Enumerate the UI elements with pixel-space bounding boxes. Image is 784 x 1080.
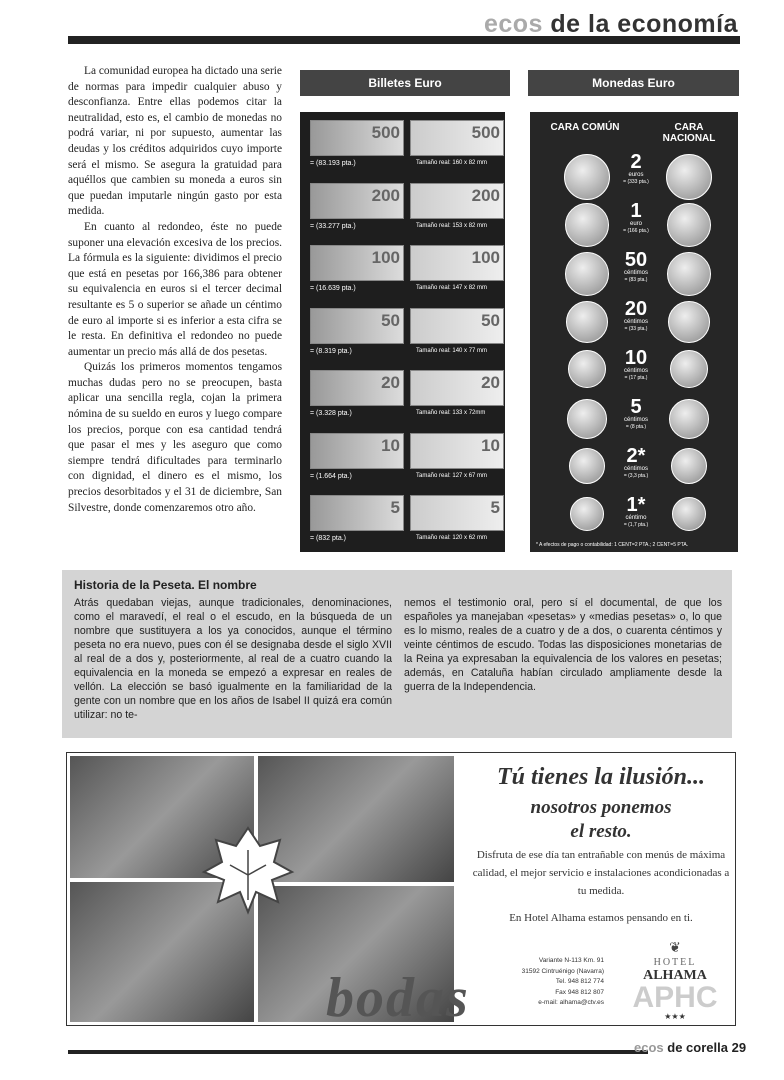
coin-unit: céntimos [623,368,648,374]
banknote-back [410,370,504,406]
coin-row [530,395,738,447]
historia-title: Historia de la Peseta. El nombre [74,578,257,592]
banknote-size: Tamaño real: 120 x 62 mm [416,535,488,541]
banknote-back [410,245,504,281]
coin-national-face [671,448,707,484]
coin-value [616,446,656,479]
coin-national-face [667,252,711,296]
historia-col-2: nemos el testimonio oral, pero sí el documental, de que los españoles ya manejaban «pesetas» y «medias pesetas» o, lo que es lo mismo, reales de a cuatro y de a dos, o cuarenta céntimos y veinte céntimos de escudo. Todas las disposiciones monetarias de la Reina ya expresaban la equivalencia de los valores en pesetas; además, en Cataluña habían circulado ampliamente desde la guerra de la Independencia. [404,597,722,693]
footer-rule [68,1050,648,1054]
coin-national-face [666,154,712,200]
banknote-value: 5 [390,498,400,517]
ad-body: Disfruta de ese día tan entrañable con menús de máxima calidad, el mejor servicio e instalaciones acondicionadas a tu medida. [472,849,730,897]
banknote-value: 50 [381,310,400,330]
coin-equivalence: = (1,7 pta.) [623,522,649,528]
coin-row [530,199,738,251]
banknote-row [306,429,502,489]
coin-national-face [667,203,711,247]
banknote-back [410,308,504,344]
section-header [484,10,738,39]
banknote-front [310,245,404,281]
banknote-value: 20 [481,373,500,392]
coin-number: 50 [624,249,648,271]
coin-value [616,152,656,185]
paragraph: Quizás los primeros momentos tengamos muchas dudas pero no se preocupen, basta aplicar una sencilla regla, cojan la primera nómina de su sueldo en euros y luego compare los precios, porque con esa cantidad tendrá que pasar el mes y les aseguro que como siempre tendrá dificultades para terminarlo con dignidad, el dinero es el mismo, los precios desorbitados y el 31 de diciembre, San Silvestre, donde comenzaremos otro año. [68,361,282,514]
banknote-row [306,366,502,426]
coin-row [530,493,738,545]
coin-number: 20 [624,298,648,320]
coin-unit: céntimo [625,515,647,521]
coin-equivalence: = (8 pta.) [625,424,647,430]
footer-light: ecos [634,1040,664,1055]
address-line: Tel. 948 812 774 [555,978,604,985]
coin-common-face [566,301,608,343]
banknote-equivalence: = (8.319 pta.) [310,347,352,355]
coin-national-face [672,497,706,531]
logo-emblem-icon: ❦ [669,941,681,956]
coin-equivalence: = (333 pta.) [623,179,649,185]
billetes-title: Billetes Euro [300,70,510,96]
coin-number: 10 [624,347,648,369]
banknote-front [310,370,404,406]
coin-unit: céntimos [623,417,648,423]
ad-sub-line-1: nosotros ponemos [530,797,672,818]
coin-common-face [568,350,606,388]
banknote-equivalence: = (16.639 pta.) [310,285,356,292]
banknote-row [306,241,502,301]
banknote-row [306,304,502,364]
ad-address [492,956,604,1009]
banknote-equivalence: = (83.193 pta.) [310,160,356,167]
coin-national-face [669,399,709,439]
coin-unit: céntimos [623,319,648,325]
banknote-equivalence: = (1.664 pta.) [310,472,352,480]
historia-col-1: Atrás quedaban viejas, aunque tradicionales, denominaciones, como el maravedí, el real o el escudo, en la búsqueda de un nombre que sustituyera a los ya conocidos, aunque el término peseta no era nuevo, pues con él se designaba desde el siglo XVII al real de a dos y, posteriormente, al real de a cuatro cuando la equivalencia en la moneda se empezó a expresar en reales de vellón. La elección se basó igualmente en la familiaridad de la gente con un nombre que en los años de Isabel II quizá era común utilizar: no te- [74,597,392,721]
coin-common-face [567,399,607,439]
historia-box [62,570,732,738]
banknote-row [306,116,502,176]
bodas-wordmark: bodas [326,967,470,1029]
page-number: 29 [731,1040,747,1055]
coin-common-face [570,497,604,531]
coin-national-face [668,301,710,343]
coin-common-face [565,203,609,247]
coin-value [616,397,656,430]
banknote-value: 100 [371,248,400,267]
banknote-size: Tamaño real: 127 x 67 mm [416,472,488,479]
banknote-size: Tamaño real: 140 x 77 mm [416,347,488,354]
banknote-back [410,433,504,469]
banknote-size: Tamaño real: 160 x 82 mm [416,160,488,166]
address-line: e-mail: alhama@ctv.es [538,999,604,1006]
logo-name: ALHAMA [643,968,707,983]
banknote-value: 10 [381,435,400,455]
col-common-heading: CARA COMÚN [550,122,620,133]
banknote-row [306,179,502,239]
coin-number: 1 [630,200,642,222]
banknote-size: Tamaño real: 147 x 82 mm [416,285,488,291]
coin-number: 5 [630,396,642,418]
paragraph: La comunidad europea ha dictado una serie de normas para impedir cualquier abuso y desconfianza. Entre ellas podemos citar la neutralidad, esto es, el cambio de monedas no podrá variar, ni por supuesto, aumentar las deudas y los créditos adquiridos cuyo importe será el mismo. Se asegura la gratuidad para aquéllos que cambien su moneda a euros sin que puedan imputarle ningún gasto por esta medida. [68,65,282,218]
banknote-equivalence: = (33.277 pta.) [310,222,356,230]
ad-subheadline [470,796,732,844]
coins-panel [530,112,738,552]
coin-unit: céntimos [623,466,648,472]
banknote-equivalence: = (832 pta.) [310,535,346,542]
coin-national-face [670,350,708,388]
coin-equivalence: = (83 pta.) [624,277,648,283]
banknote-value: 500 [371,123,400,142]
coin-equivalence: = (33 pta.) [624,326,648,332]
banknote-size: Tamaño real: 133 x 72mm [416,410,486,416]
banknote-value: 5 [490,498,500,517]
coin-number: 2* [626,445,646,467]
coin-common-face [565,252,609,296]
coin-value [616,201,656,234]
hotel-logo [620,940,730,1021]
banknote-value: 100 [471,248,500,267]
col-national-heading: CARA NACIONAL [662,122,716,144]
coin-value [616,348,656,381]
coin-number: 1* [626,494,646,516]
banknote-value: 50 [481,310,500,330]
banknote-row [306,491,502,551]
monedas-title: Monedas Euro [528,70,739,96]
banknote-equivalence: = (3.328 pta.) [310,410,352,417]
logo-hotel: HOTEL [653,957,697,968]
article-column [68,64,282,516]
banknote-back [410,495,504,531]
ad-tagline: En Hotel Alhama estamos pensando en ti. [509,912,693,924]
header-dark: de la economía [550,10,738,38]
address-line: Fax 948 812 807 [555,988,604,996]
coin-equivalence: = (3,3 pta.) [623,473,649,479]
banknote-value: 200 [471,185,500,205]
banknote-front [310,308,404,344]
coin-unit: céntimos [623,270,648,276]
banknote-size: Tamaño real: 153 x 82 mm [416,222,488,229]
banknotes-panel [300,112,505,552]
logo-stars: ★★★ [664,1012,686,1021]
coin-row [530,248,738,300]
coin-value [616,250,656,283]
coin-unit: euro [629,221,642,227]
coin-row [530,444,738,496]
banknote-back [410,120,504,156]
banknote-value: 500 [471,123,500,142]
coin-row [530,297,738,349]
ad-headline: Tú tienes la ilusión... [496,764,706,790]
banknote-back [410,183,504,219]
coin-common-face [564,154,610,200]
ad-sub-line-2: el resto. [570,821,632,842]
banknote-front [310,495,404,531]
vine-leaf-icon [200,820,296,920]
banknote-value: 20 [381,373,400,392]
coin-value [616,495,656,528]
banknote-front [310,433,404,469]
coin-value [616,299,656,332]
footer-dark: de corella [667,1040,728,1055]
coins-footnote: * A efectos de pago o contabilidad: 1 CENT=2 PTA.; 2 CENT=5 PTA. [536,542,689,548]
logo-aphc: APHC [632,981,718,1014]
coin-common-face [569,448,605,484]
coin-row [530,150,738,202]
coin-row [530,346,738,398]
banknote-front [310,183,404,219]
banknote-value: 200 [371,185,400,205]
address-line: 31592 Cintruénigo (Navarra) [521,967,604,975]
coin-equivalence: = (17 pta.) [624,375,648,381]
coin-equivalence: = (166 pta.) [623,228,649,234]
coin-unit: euros [628,172,644,178]
banknote-value: 10 [481,435,500,455]
banknote-front [310,120,404,156]
paragraph: En cuanto al redondeo, éste no puede suponer una elevación excesiva de los precios. La fórmula es la siguiente: dividimos el precio que está en pesetas por 166,386 para obtener su equivalencia en euros si el tercer decimal resultante es 5 o superior se añade un céntimo de euro al importe si es inferior a esta cifra se le resta. En definitiva el redondeo no puede aumentar un precio más allá de dos pesetas. [68,220,282,358]
header-light: ecos [483,10,543,38]
address-line: Variante N-113 Km. 91 [538,957,604,964]
footer-label [634,1040,746,1055]
coin-number: 2 [630,151,642,173]
